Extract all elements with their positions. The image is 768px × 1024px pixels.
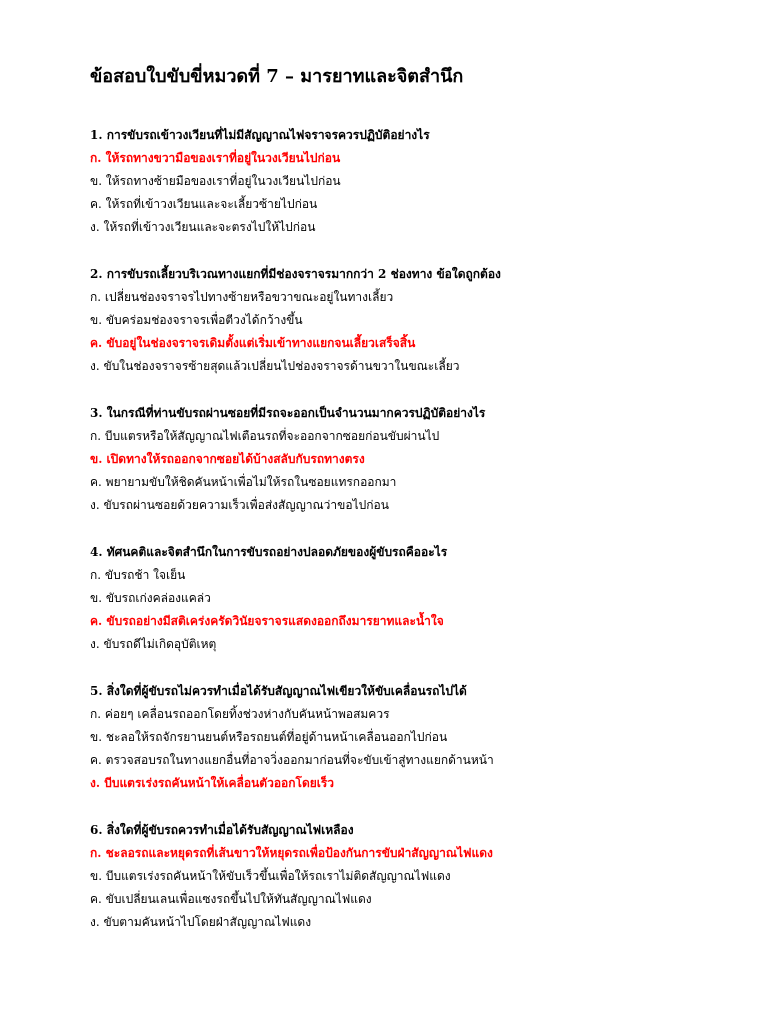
question-block [90,541,750,656]
answer-choice: ค. พยายามขับให้ชิดคันหน้าเพื่อไม่ให้รถในซอยแทรกออกมา [90,475,397,489]
correct-answer-choice: ก. ชะลอรถและหยุดรถที่เส้นขาวให้หยุดรถเพื่อป้องกันการขับฝ่าสัญญาณไฟแดง [90,846,493,860]
answer-choice: ก. ค่อยๆ เคลื่อนรถออกโดยทิ้งช่วงห่างกับคันหน้าพอสมควร [90,707,390,721]
correct-answer-choice: ข. เปิดทางให้รถออกจากซอยได้บ้างสลับกับรถทางตรง [90,452,365,466]
question-text: 3. ในกรณีที่ท่านขับรถผ่านซอยที่มีรถจะออกเป็นจำนวนมากควรปฏิบัติอย่างไร [90,406,486,420]
answer-choice: ง. ขับรถผ่านซอยด้วยความเร็วเพื่อส่งสัญญาณว่าขอไปก่อน [90,498,389,512]
answer-choice: ข. บีบแตรเร่งรถคันหน้าให้ขับเร็วขึ้นเพื่อให้รถเราไม่ติดสัญญาณไฟแดง [90,869,451,883]
answer-choice: ก. ขับรถช้า ใจเย็น [90,568,186,582]
answer-choice: ข. ให้รถทางซ้ายมือของเราที่อยู่ในวงเวียนไปก่อน [90,174,341,188]
answer-choice: ค. ตรวจสอบรถในทางแยกอื่นที่อาจวิ่งออกมาก่อนที่จะขับเข้าสู่ทางแยกด้านหน้า [90,753,494,767]
document-page [90,64,750,958]
question-text: 5. สิ่งใดที่ผู้ขับรถไม่ควรทำเมื่อได้รับสัญญาณไฟเขียวให้ขับเคลื่อนรถไปได้ [90,684,467,698]
correct-answer-choice: ค. ขับอยู่ในช่องจราจรเดิมตั้งแต่เริ่มเข้าทางแยกจนเลี้ยวเสร็จสิ้น [90,336,416,350]
answer-choice: ง. ให้รถที่เข้าวงเวียนและจะตรงไปให้ไปก่อน [90,220,316,234]
answer-choice: ง. ขับรถดีไม่เกิดอุบัติเหตุ [90,637,217,651]
correct-answer-choice: ก. ให้รถทางขวามือของเราที่อยู่ในวงเวียนไปก่อน [90,151,341,165]
answer-choice: ข. ขับรถเก่งคล่องแคล่ว [90,591,211,605]
question-text: 2. การขับรถเลี้ยวบริเวณทางแยกที่มีช่องจราจรมากกว่า 2 ช่องทาง ข้อใดถูกต้อง [90,267,501,281]
question-block [90,402,750,517]
document-title: ข้อสอบใบขับขี่หมวดที่ 7 – มารยาทและจิตสำนึก [90,66,464,87]
answer-choice: ก. เปลี่ยนช่องจราจรไปทางซ้ายหรือขวาขณะอยู่ในทางเลี้ยว [90,290,394,304]
answer-choice: ข. ชะลอให้รถจักรยานยนต์หรือรถยนต์ที่อยู่ด้านหน้าเคลื่อนออกไปก่อน [90,730,448,744]
question-list [90,124,750,934]
question-text: 6. สิ่งใดที่ผู้ขับรถควรทำเมื่อได้รับสัญญาณไฟเหลือง [90,823,354,837]
answer-choice: ข. ขับคร่อมช่องจราจรเพื่อตีวงได้กว้างขึ้น [90,313,303,327]
answer-choice: ค. ให้รถที่เข้าวงเวียนและจะเลี้ยวซ้ายไปก่อน [90,197,318,211]
answer-choice: ก. บีบแตรหรือให้สัญญาณไฟเตือนรถที่จะออกจากซอยก่อนขับผ่านไป [90,429,440,443]
answer-choice: ง. ขับในช่องจราจรซ้ายสุดแล้วเปลี่ยนไปช่องจราจรด้านขวาในขณะเลี้ยว [90,359,460,373]
question-block [90,819,750,934]
question-block [90,124,750,239]
answer-choice: ง. ขับตามคันหน้าไปโดยฝ่าสัญญาณไฟแดง [90,915,312,929]
question-block [90,263,750,378]
question-text: 4. ทัศนคติและจิตสำนึกในการขับรถอย่างปลอดภัยของผู้ขับรถคืออะไร [90,545,448,559]
correct-answer-choice: ง. บีบแตรเร่งรถคันหน้าให้เคลื่อนตัวออกโดยเร็ว [90,776,335,790]
question-text: 1. การขับรถเข้าวงเวียนที่ไม่มีสัญญาณไฟจราจรควรปฏิบัติอย่างไร [90,128,430,142]
answer-choice: ค. ขับเปลี่ยนเลนเพื่อแซงรถขึ้นไปให้ทันสัญญาณไฟแดง [90,892,372,906]
question-block [90,680,750,795]
correct-answer-choice: ค. ขับรถอย่างมีสติเคร่งครัดวินัยจราจรแสดงออกถึงมารยาทและน้ำใจ [90,614,444,628]
